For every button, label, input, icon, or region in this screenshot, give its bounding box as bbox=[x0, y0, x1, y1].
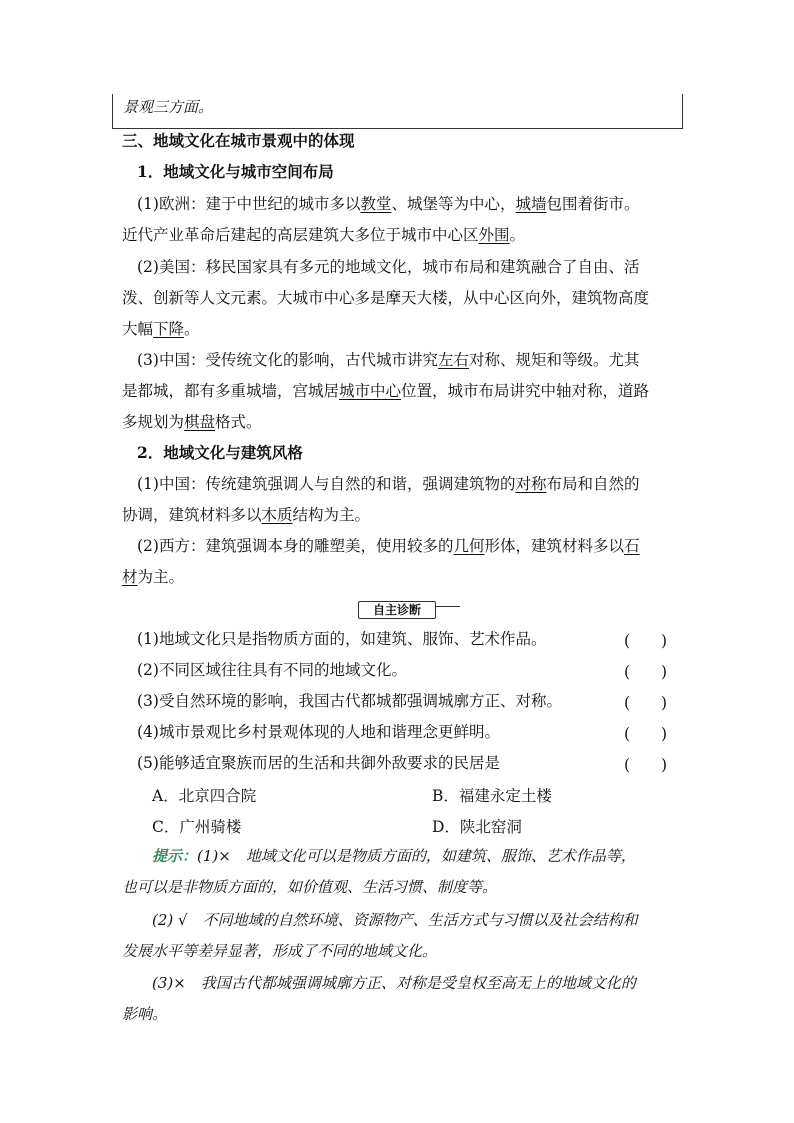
hint-2-line2: 发展水平等差异显著，形成了不同的地域文化。 bbox=[122, 942, 438, 960]
question-4: (4)城市景观比乡村景观体现的人地和谐理念更鲜明。 bbox=[137, 723, 500, 741]
subsection-title-layout: 1．地域文化与城市空间布局 bbox=[137, 162, 334, 181]
answer-blank-2[interactable]: ( ) bbox=[624, 663, 668, 681]
question-3: (3)受自然环境的影响，我国古代都城都强调城廓方正、对称。 bbox=[137, 692, 562, 710]
hint-3-line2: 影响。 bbox=[122, 1005, 168, 1023]
diagnosis-label: 自主诊断 bbox=[358, 601, 436, 619]
para-cn-arch-line2: 协调，建筑材料多以木质结构为主。 bbox=[122, 506, 371, 524]
answer-blank-3[interactable]: ( ) bbox=[624, 694, 668, 712]
question-1: (1)地域文化只是指物质方面的，如建筑、服饰、艺术作品。 bbox=[137, 630, 547, 648]
hint-1-line2: 也可以是非物质方面的，如价值观、生活习惯、制度等。 bbox=[122, 878, 498, 896]
subsection-title-architecture: 2．地域文化与建筑风格 bbox=[137, 443, 303, 462]
choice-b[interactable]: B．福建永定土楼 bbox=[432, 787, 552, 805]
para-usa-line3: 大幅下降。 bbox=[122, 320, 200, 338]
choice-c[interactable]: C．广州骑楼 bbox=[152, 818, 242, 836]
para-china-line3: 多规划为棋盘格式。 bbox=[122, 413, 262, 431]
para-china-line1: (3)中国：受传统文化的影响，古代城市讲究左右对称、规矩和等级。尤其 bbox=[137, 351, 640, 369]
question-5: (5)能够适宜聚族而居的生活和共御外敌要求的民居是 bbox=[137, 754, 500, 772]
answer-blank-5[interactable]: ( ) bbox=[624, 756, 668, 774]
para-usa-line2: 泼、创新等人文元素。大城市中心多是摩天大楼，从中心区向外，建筑物高度 bbox=[122, 289, 650, 307]
hint-3-line1: (3)× 我国古代都城强调城廓方正、对称是受皇权至高无上的地域文化的 bbox=[152, 974, 636, 992]
para-china-line2: 是都城，都有多重城墙，宫城居城市中心位置，城市布局讲究中轴对称，道路 bbox=[122, 382, 650, 400]
hint-1-line1: 提示：(1)× 地域文化可以是物质方面的，如建筑、服饰、艺术作品等， bbox=[152, 847, 636, 865]
para-europe-line1: (1)欧洲：建于中世纪的城市多以教堂、城堡等为中心，城墙包围着街市。 bbox=[137, 195, 640, 213]
para-west-arch-line2: 材为主。 bbox=[122, 568, 185, 586]
choice-d[interactable]: D．陕北窑洞 bbox=[432, 818, 522, 836]
hint-label: 提示： bbox=[152, 847, 198, 865]
choice-a[interactable]: A．北京四合院 bbox=[152, 787, 257, 805]
hint-2-line1: (2) √ 不同地域的自然环境、资源物产、生活方式与习惯以及社会结构和 bbox=[152, 911, 638, 929]
section-title: 三、地域文化在城市景观中的体现 bbox=[122, 131, 355, 150]
answer-blank-1[interactable]: ( ) bbox=[624, 632, 668, 650]
para-europe-line2: 近代产业革命后建起的高层建筑大多位于城市中心区外围。 bbox=[122, 226, 526, 244]
answer-blank-4[interactable]: ( ) bbox=[624, 725, 668, 743]
para-west-arch-line1: (2)西方：建筑强调本身的雕塑美，使用较多的几何形体，建筑材料多以石 bbox=[137, 537, 640, 555]
question-2: (2)不同区域往往具有不同的地域文化。 bbox=[137, 661, 407, 679]
para-cn-arch-line1: (1)中国：传统建筑强调人与自然的和谐，强调建筑物的对称布局和自然的 bbox=[137, 475, 640, 493]
diagnosis-header bbox=[0, 599, 794, 619]
para-usa-line1: (2)美国：移民国家具有多元的地域文化，城市布局和建筑融合了自由、活 bbox=[137, 258, 640, 276]
box-text: 景观三方面。 bbox=[123, 98, 214, 116]
prior-content-box bbox=[112, 94, 683, 129]
